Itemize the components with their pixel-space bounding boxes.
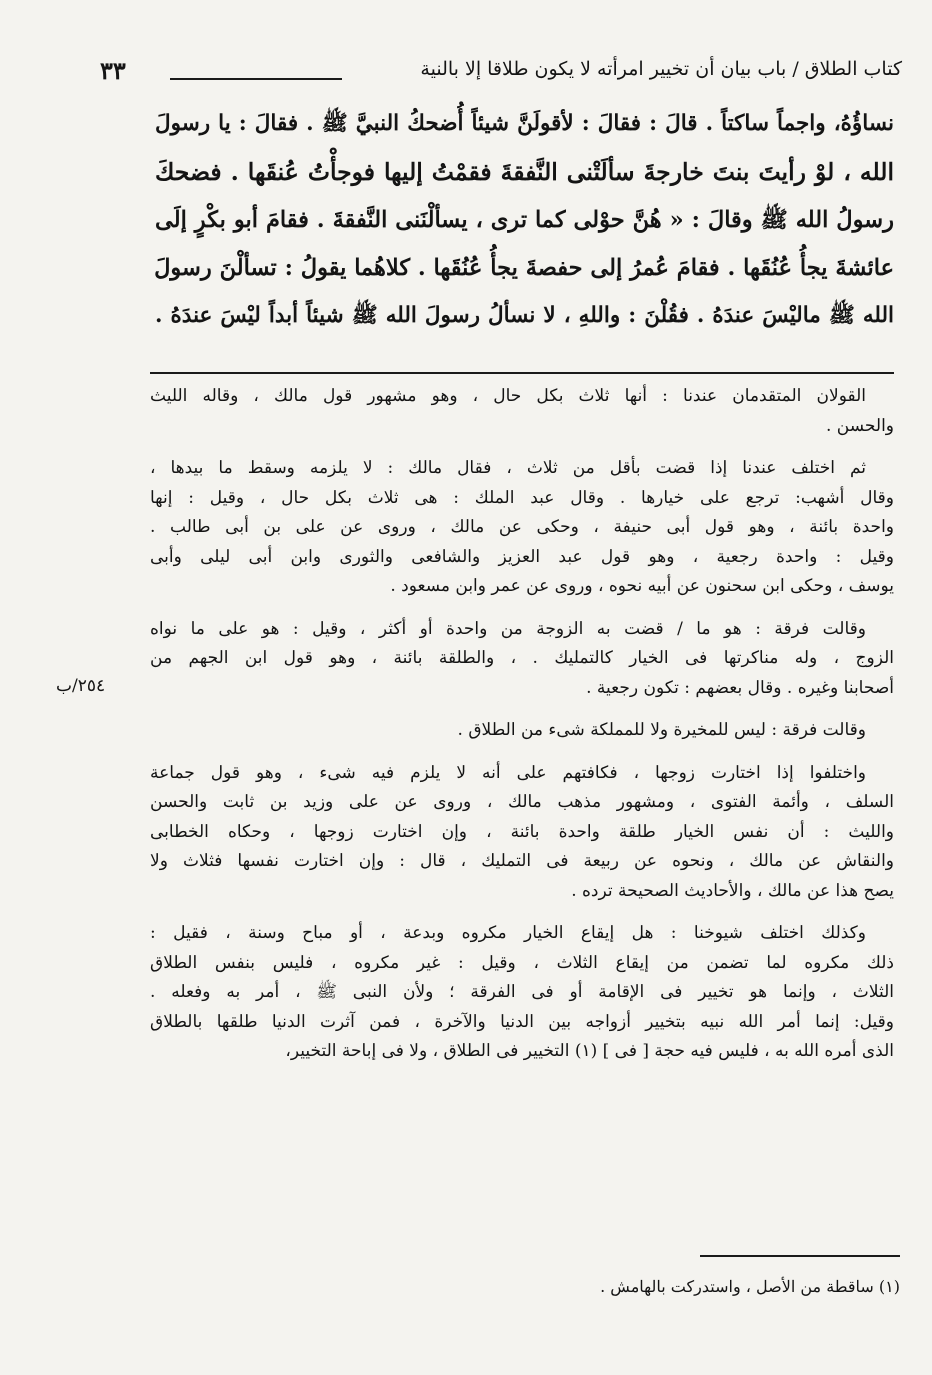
commentary-line: وقيل : واحدة رجعية ، وهو قول عبد العزيز والشافعى والثورى وابن أبى ليلى وأبى — [150, 546, 894, 567]
page-header — [60, 58, 902, 88]
commentary-line: والحسن . — [826, 415, 894, 436]
commentary-line: والليث : أن نفس الخيار طلقة واحدة بائنة ، وإن اختارت زوجها ، وحكاه الخطابى — [150, 821, 895, 842]
commentary-paragraph — [150, 716, 894, 746]
hadith-line: عائشةَ يجأُ عُنُقَها . فقامَ عُمرُ إلى حفصةَ يجأُ عُنُقَها . كلاهُما يقولُ : تسألْنَ رسولَ — [154, 255, 894, 281]
hadith-line: رسولُ الله ﷺ وقالَ : « هُنَّ حوْلى كما ترى ، يسألْنَنى النَّفقةَ . فقامَ أبو بكْرٍ إلَى — [155, 207, 894, 233]
commentary-line: السلف ، وأئمة الفتوى ، ومشهور مذهب مالك ، وروى عن على وزيد بن ثابت والحسن — [150, 792, 894, 812]
manuscript-folio-note: ٢٥٤/ب — [56, 676, 106, 696]
commentary-line: وقالت فرقة : ليس للمخيرة ولا للمملكة شىء من الطلاق . — [457, 720, 866, 740]
commentary-text — [150, 382, 894, 1080]
commentary-line: ثم اختلف عندنا إذا قضت بأقل من ثلاث ، فقال مالك : لا يلزمه وسقط ما بيدها ، — [150, 458, 866, 478]
commentary-paragraph — [150, 919, 894, 1067]
commentary-line: وقيل: إنما أمر الله نبيه بتخيير أزواجه بين الدنيا والآخرة ، فمن آثرت الدنيا طلقها بالطلاق — [150, 1011, 894, 1032]
header-rule — [170, 78, 342, 80]
commentary-line: وكذلك اختلف شيوخنا : هل إيقاع الخيار مكروه وبدعة ، أو مباح وسنة ، فقيل : — [150, 923, 866, 943]
commentary-paragraph — [150, 759, 894, 907]
commentary-line: يوسف ، وحكى ابن سحنون عن أبيه نحوه ، وروى عن عمر وابن مسعود . — [390, 576, 894, 596]
commentary-line: وقالت فرقة : هو ما / قضت به الزوجة من واحدة أو أكثر ، وقيل : هو على ما نواه — [150, 618, 866, 639]
commentary-paragraph — [150, 382, 894, 441]
commentary-line: والنقاش عن مالك ، ونحوه عن ربيعة فى التمليك ، قال : وإن اختارت نفسها فثلاث ولا — [150, 851, 894, 871]
commentary-line: وقال أشهب: ترجع على خيارها . وقال عبد الملك : هى ثلاث بكل حال ، وقيل : إنها — [150, 487, 894, 508]
commentary-line: يصح هذا عن مالك ، والأحاديث الصحيحة ترده . — [571, 880, 894, 901]
commentary-line: القولان المتقدمان عندنا : أنها ثلاث بكل حال ، وهو مشهور قول مالك ، وقاله الليث — [150, 386, 866, 406]
hadith-line: نساؤُهُ، واجماً ساكتاً . قالَ : فقالَ : لأقولَنَّ شيئاً أُضحكُ النبيَّ ﷺ . فقالَ : يا رسولَ — [155, 111, 894, 136]
footnote-rule — [700, 1255, 900, 1257]
hadith-text — [155, 100, 894, 340]
commentary-line: أصحابنا وغيره . وقال بعضهم : تكون رجعية . — [586, 677, 894, 698]
section-separator — [150, 372, 894, 374]
running-title: كتاب الطلاق / باب بيان أن تخيير امرأته لا يكون طلاقا إلا بالنية — [420, 58, 902, 80]
commentary-line: واختلفوا إذا اختارت زوجها ، فكافتهم على أنه لا يلزم فيه شىء ، وهو قول جماعة — [150, 762, 866, 783]
commentary-line: واحدة بائنة ، وهو قول أبى حنيفة ، وحكى عن مالك ، وروى عن على بن أبى طالب . — [150, 517, 894, 537]
commentary-paragraph — [150, 615, 894, 704]
hadith-line: الله ، لوْ رأيتَ بنتَ خارجةَ سألَتْنى النَّفقةَ فقمْتُ إليها فوجأْتُ عُنقَها . فضحكَ — [155, 158, 894, 186]
footnote: (١) ساقطة من الأصل ، واستدركت بالهامش . — [600, 1277, 900, 1296]
commentary-line: الذى أمره الله به ، فليس فيه حجة [ فى ] (١) التخيير فى الطلاق ، ولا فى إباحة التخيير، — [285, 1041, 894, 1061]
commentary-paragraph — [150, 454, 894, 602]
commentary-line: الزوج ، وله مناكرتها فى الخيار كالتمليك . ، والطلقة بائنة ، وهو قول ابن الجهم من — [150, 648, 894, 668]
page-number: ٣٣ — [100, 56, 126, 85]
commentary-line: ذلك مكروه لما تضمن من إيقاع الثلاث ، وقيل : غير مكروه ، فليس بنفس الطلاق — [150, 952, 894, 973]
hadith-line: الله ﷺ ماليْسَ عندَهُ . فقُلْنَ : واللهِ ، لا نسألُ رسولَ الله ﷺ شيئاً أبداً ليْسَ عندَهُ . — [155, 303, 894, 328]
commentary-line: الثلاث ، وإنما هو تخيير فى الإقامة أو فى الفرقة ؛ ولأن النبى ﷺ ، أمر به وفعله . — [150, 982, 894, 1002]
